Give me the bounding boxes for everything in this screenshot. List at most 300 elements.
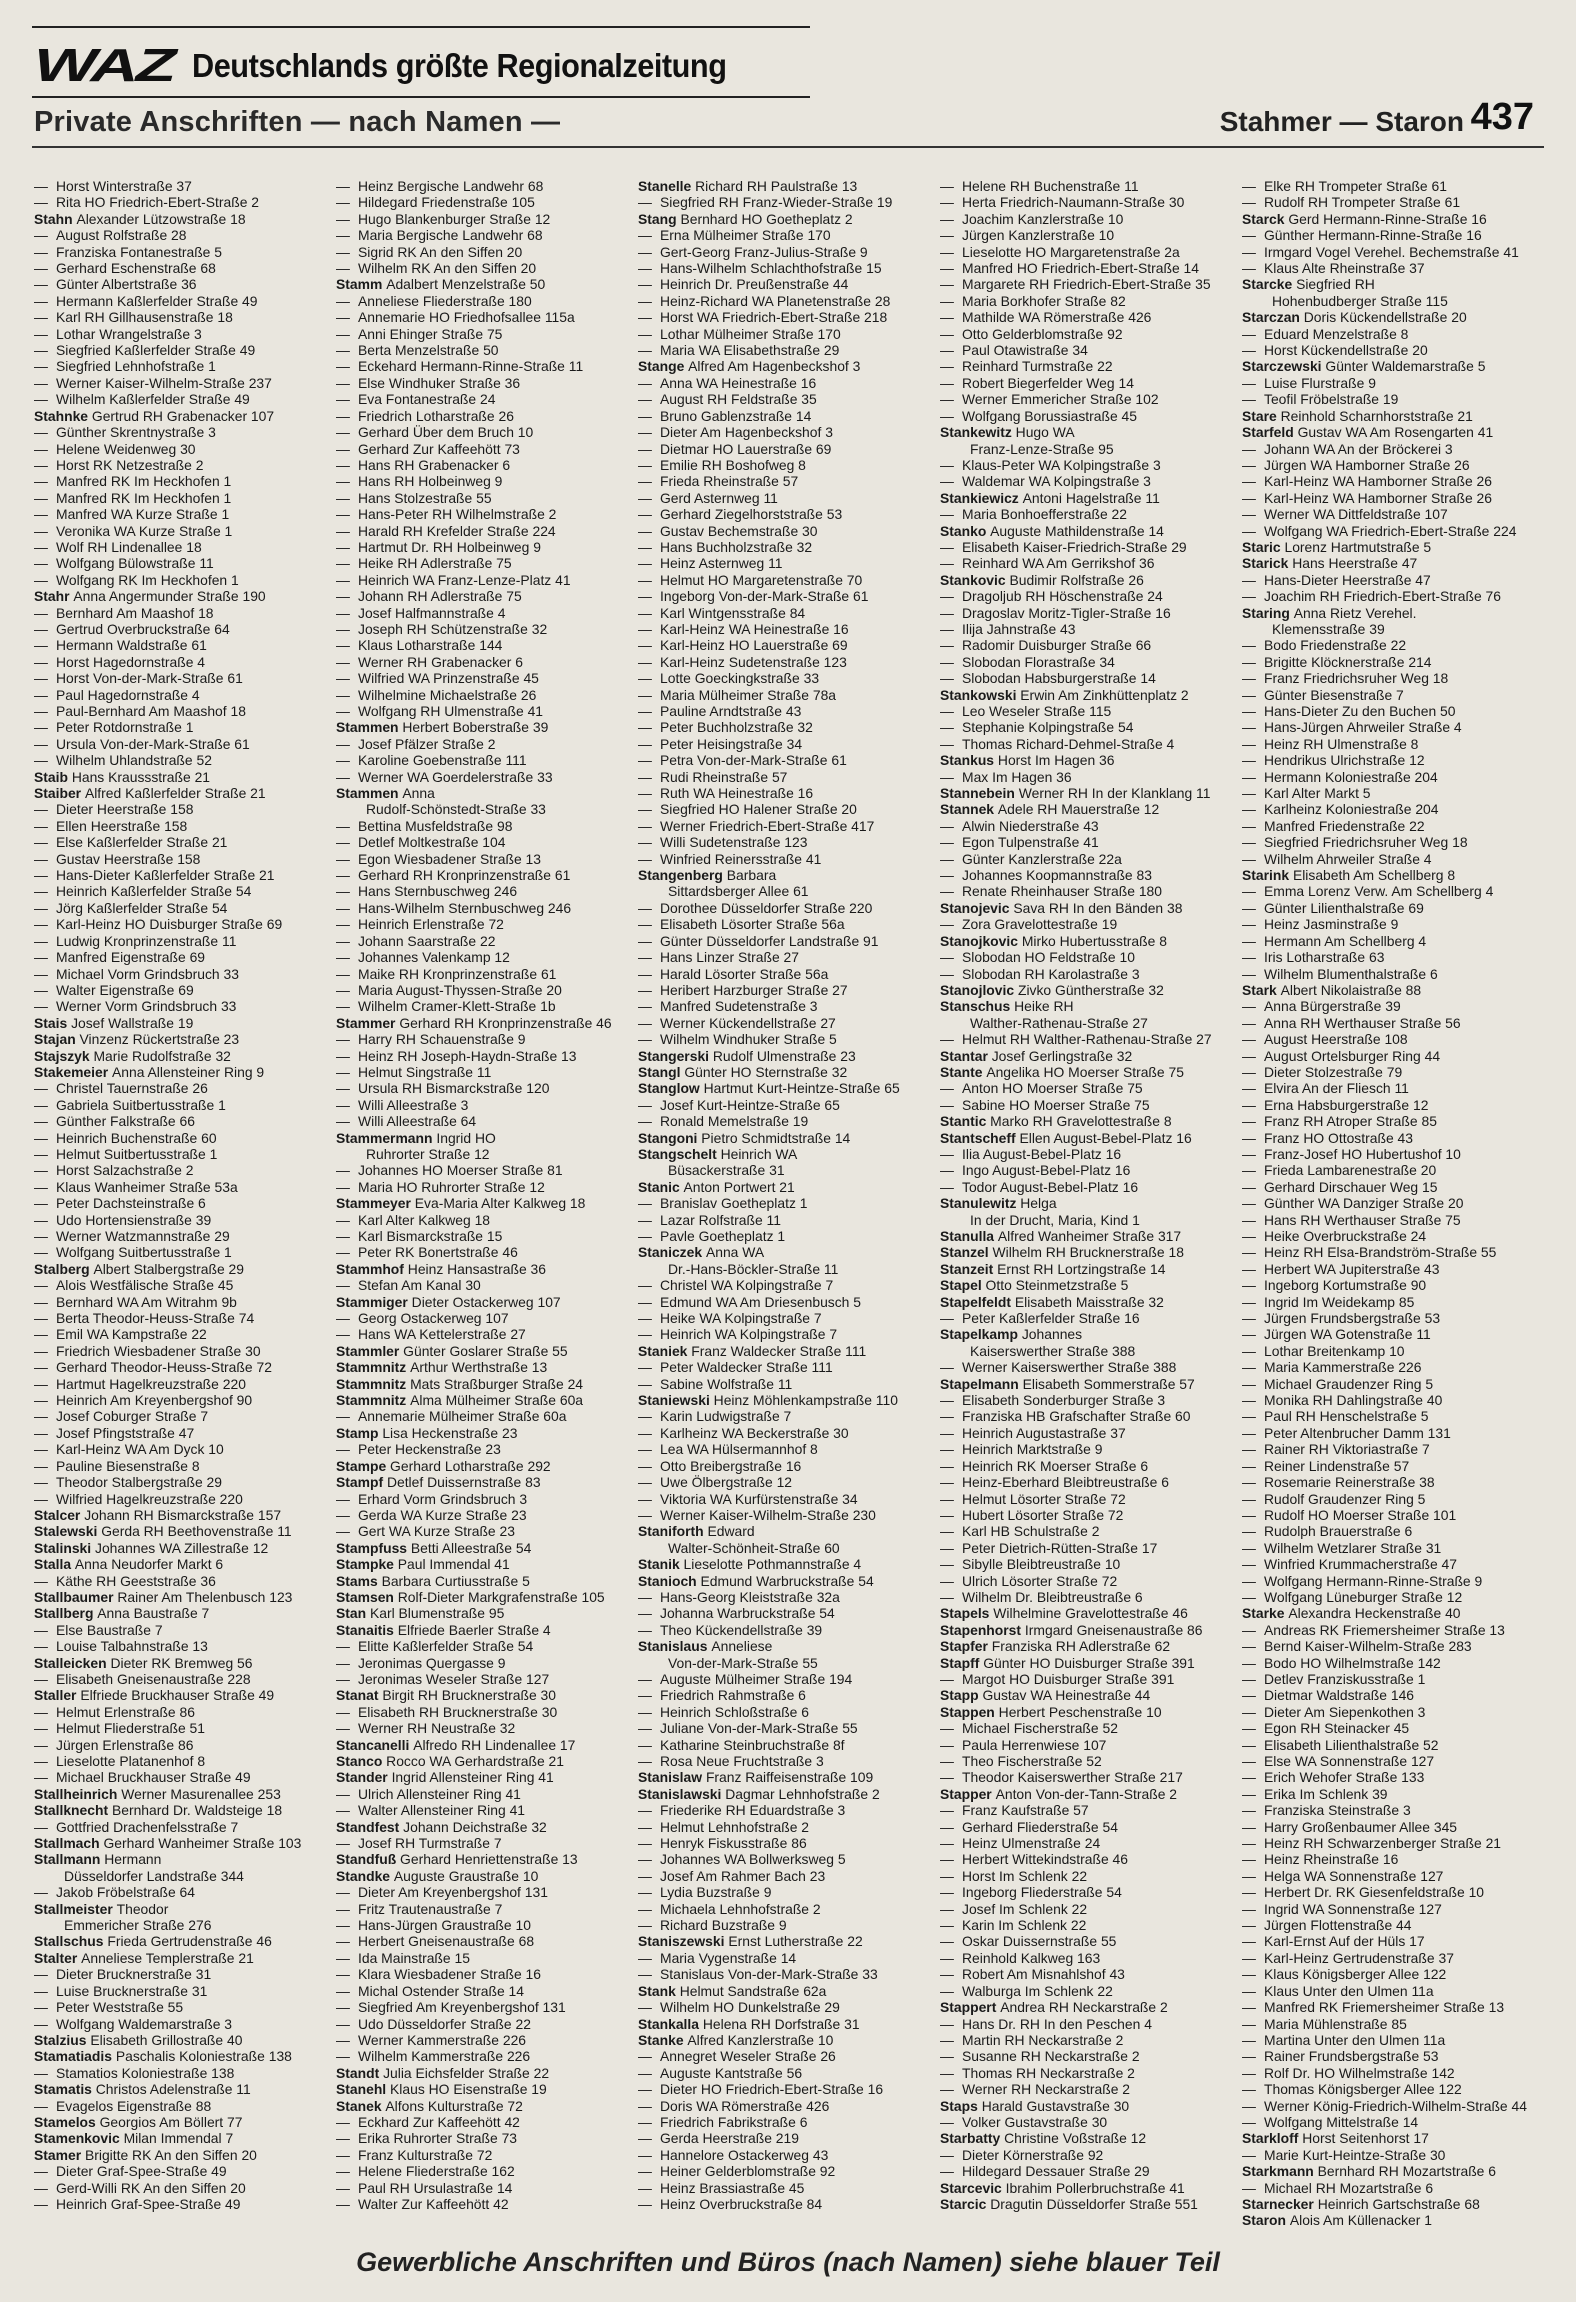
- listing-entry: [34, 375, 336, 391]
- listing-entry: [34, 1343, 336, 1359]
- listing-entry: [34, 966, 336, 982]
- surname: Stammiger: [336, 1293, 412, 1310]
- repeat-dash: —: [336, 1949, 350, 1966]
- entry-text: Siegfried RH Franz-Wieder-Straße 19: [660, 194, 893, 211]
- listing-entry: [34, 818, 336, 834]
- repeat-dash: —: [336, 1310, 350, 1327]
- listing-entry: [34, 539, 336, 555]
- repeat-dash: —: [940, 358, 954, 375]
- repeat-dash: —: [1242, 1293, 1256, 1310]
- repeat-dash: —: [34, 456, 48, 473]
- entry-text: Klaus-Peter WA Kolpingstraße 3: [962, 456, 1161, 473]
- listing-entry: [336, 2081, 638, 2097]
- listing-entry: [1242, 752, 1544, 768]
- repeat-dash: —: [940, 735, 954, 752]
- entry-text: Lothar Mülheimer Straße 170: [660, 325, 841, 342]
- listing-entry: [336, 2016, 638, 2032]
- surname: Staps: [940, 2097, 982, 2114]
- masthead: [34, 40, 767, 90]
- entry-text: Pauline Biesenstraße 8: [56, 1457, 200, 1474]
- entry-text: Irmgard Vogel Verehel. Bechemstraße 41: [1264, 243, 1519, 260]
- repeat-dash: —: [34, 1572, 48, 1589]
- entry-text: Michael Graudenzer Ring 5: [1264, 1375, 1434, 1392]
- entry-text: Elisabeth Grillostraße 40: [90, 2031, 243, 2048]
- listing-entry: [336, 211, 638, 227]
- entry-text: Siegfried HO Halener Straße 20: [660, 801, 857, 818]
- repeat-dash: —: [336, 867, 350, 884]
- repeat-dash: —: [638, 538, 652, 555]
- listing-entry: [638, 1392, 940, 1408]
- repeat-dash: —: [1242, 637, 1256, 654]
- listing-entry: [1242, 1753, 1544, 1769]
- listing-entry: [638, 1851, 940, 1867]
- repeat-dash: —: [940, 1736, 954, 1753]
- listing-entry: [34, 1983, 336, 1999]
- entry-text: Jürgen Kanzlerstraße 10: [962, 227, 1115, 244]
- listing-entry: [940, 687, 1242, 703]
- repeat-dash: —: [1242, 489, 1256, 506]
- listing-entry: [336, 1622, 638, 1638]
- repeat-dash: —: [1242, 1326, 1256, 1343]
- listing-entry: [940, 424, 1242, 440]
- entry-text: Wolf RH Lindenallee 18: [56, 538, 202, 555]
- repeat-dash: —: [336, 653, 350, 670]
- repeat-dash: —: [336, 1966, 350, 1983]
- entry-text: Bernhard Dr. Waldsteige 18: [111, 1802, 283, 1819]
- entry-text: Werner Kaiser-Wilhelm-Straße 237: [56, 374, 272, 391]
- listing-entry: [1242, 867, 1544, 883]
- entry-text: Mathilde WA Römerstraße 426: [962, 309, 1152, 326]
- surname: Stapelkamp: [940, 1326, 1022, 1343]
- entry-text: Karl-Heinz Sudetenstraße 123: [660, 653, 847, 670]
- entry-text: Hermann: [104, 1851, 162, 1868]
- surname: Stammnitz: [336, 1392, 411, 1409]
- repeat-dash: —: [638, 1884, 652, 1901]
- repeat-dash: —: [638, 801, 652, 818]
- repeat-dash: —: [940, 1588, 954, 1605]
- surname: Stalcer: [34, 1506, 85, 1523]
- repeat-dash: —: [1242, 1490, 1256, 1507]
- surname: Stapel: [940, 1277, 986, 1294]
- entry-text: Anna WA Heinestraße 16: [660, 374, 817, 391]
- entry-text: Christel WA Kolpingstraße 7: [660, 1277, 834, 1294]
- listing-entry: [1242, 1589, 1544, 1605]
- listing-entry: [1242, 2032, 1544, 2048]
- surname: Stantar: [940, 1047, 992, 1064]
- entry-text: Detlef Duissernstraße 83: [386, 1474, 541, 1491]
- entry-text: Thomas Richard-Dehmel-Straße 4: [962, 735, 1175, 752]
- entry-text: Ruhrorter Straße 12: [366, 1145, 490, 1162]
- surname: Stapelfeldt: [940, 1293, 1015, 1310]
- repeat-dash: —: [940, 1441, 954, 1458]
- listing-entry: [336, 2098, 638, 2114]
- repeat-dash: —: [336, 588, 350, 605]
- listing-entry: [34, 2098, 336, 2114]
- entry-text: Richard Buzstraße 9: [660, 1917, 787, 1934]
- entry-text: Heinrich WA: [720, 1145, 798, 1162]
- repeat-dash: —: [336, 834, 350, 851]
- entry-text: Helmut Fliederstraße 51: [56, 1720, 205, 1737]
- entry-text: Josef Kurt-Heintze-Straße 65: [660, 1096, 840, 1113]
- surname: Stanschus: [940, 998, 1015, 1015]
- listing-entry: [638, 1146, 940, 1162]
- repeat-dash: —: [34, 506, 48, 523]
- listing-entry: [940, 1064, 1242, 1080]
- entry-text: Harald Lösorter Straße 56a: [660, 965, 829, 982]
- entry-text: Hans WA Kettelerstraße 27: [358, 1326, 526, 1343]
- listing-entry: [638, 1425, 940, 1441]
- repeat-dash: —: [1242, 1720, 1256, 1737]
- listing-entry: [336, 1769, 638, 1785]
- surname: Stalleicken: [34, 1654, 111, 1671]
- repeat-dash: —: [638, 916, 652, 933]
- listing-entry: [336, 654, 638, 670]
- listing-entry: [336, 982, 638, 998]
- repeat-dash: —: [1242, 1753, 1256, 1769]
- repeat-dash: —: [336, 440, 350, 457]
- listing-entry: [638, 1048, 940, 1064]
- listing-entry: [34, 211, 336, 227]
- listing-entry: [940, 1310, 1242, 1326]
- entry-text: Katharine Steinbruchstraße 8f: [660, 1736, 845, 1753]
- surname: Stamelos: [34, 2113, 100, 2130]
- entry-text: Klemensstraße 39: [1272, 620, 1385, 637]
- surname: Stan: [336, 1605, 370, 1622]
- entry-text: Helmut HO Margaretenstraße 70: [660, 571, 863, 588]
- repeat-dash: —: [638, 194, 652, 211]
- entry-text: Günther Skrentnystraße 3: [56, 424, 216, 441]
- repeat-dash: —: [638, 735, 652, 752]
- listing-entry: [940, 703, 1242, 719]
- listing-entry: [940, 1392, 1242, 1408]
- entry-text: Thomas Königsberger Allee 122: [1264, 2081, 1462, 2098]
- entry-text: Hans Stolzestraße 55: [358, 489, 492, 506]
- repeat-dash: —: [638, 1818, 652, 1835]
- entry-text: Karlheinz Koloniestraße 204: [1264, 801, 1439, 818]
- entry-text: Johannes Valenkamp 12: [358, 949, 510, 966]
- entry-text: Todor August-Bebel-Platz 16: [962, 1178, 1139, 1195]
- surname: Stammeyer: [336, 1195, 415, 1212]
- listing-entry: [336, 1048, 638, 1064]
- listing-entry: [1242, 1261, 1544, 1277]
- repeat-dash: —: [34, 489, 48, 506]
- repeat-dash: —: [940, 1851, 954, 1868]
- repeat-dash: —: [940, 1096, 954, 1113]
- listing-entry: [1242, 1130, 1544, 1146]
- listing-entry: [336, 1408, 638, 1424]
- listing-entry: [1242, 1425, 1544, 1441]
- repeat-dash: —: [34, 309, 48, 326]
- listing-entry: [336, 1523, 638, 1539]
- repeat-dash: —: [1242, 1014, 1256, 1031]
- listing-entry: [638, 1064, 940, 1080]
- listing-entry: [1242, 1212, 1544, 1228]
- surname: Staiber: [34, 785, 85, 802]
- listing-entry: [638, 1737, 940, 1753]
- entry-text: Gerhard Fliederstraße 54: [962, 1818, 1118, 1835]
- repeat-dash: —: [940, 2146, 954, 2163]
- repeat-dash: —: [1242, 1129, 1256, 1146]
- listing-entry: [940, 1228, 1242, 1244]
- listing-entry: [638, 1753, 940, 1769]
- entry-text: Manfred Sudetenstraße 3: [660, 998, 818, 1015]
- entry-text: Vinzenz Rückertstraße 23: [79, 1031, 240, 1048]
- repeat-dash: —: [34, 391, 48, 408]
- repeat-dash: —: [638, 1703, 652, 1720]
- listing-entry: [638, 1605, 940, 1621]
- repeat-dash: —: [336, 1703, 350, 1720]
- entry-text: Hans-Wilhelm Schlachthofstraße 15: [660, 260, 882, 277]
- listing-entry: [1242, 1704, 1544, 1720]
- entry-text: Anton HO Moerser Straße 75: [962, 1080, 1143, 1097]
- listing-entry: [336, 2130, 638, 2146]
- listing-entry: [1242, 1179, 1544, 1195]
- entry-text: Herta Friedrich-Naumann-Straße 30: [962, 194, 1185, 211]
- entry-text: Gerd-Willi RK An den Siffen 20: [56, 2179, 246, 2196]
- listing-entry: [34, 1376, 336, 1392]
- surname: Stannek: [940, 801, 998, 818]
- listing-entry: [34, 1835, 336, 1851]
- listing-entry: [34, 637, 336, 653]
- entry-text: Dieter HO Friedrich-Ebert-Straße 16: [660, 2081, 884, 2098]
- surname: Stahr: [34, 588, 74, 605]
- entry-text: Franz RH Atroper Straße 85: [1264, 1113, 1437, 1130]
- listing-entry: [1242, 1294, 1544, 1310]
- entry-text: Herbert Gneisenaustraße 68: [358, 1933, 535, 1950]
- repeat-dash: —: [1242, 194, 1256, 211]
- entry-text: Erna Mülheimer Straße 170: [660, 227, 831, 244]
- entry-text: Rudolf Graudenzer Ring 5: [1264, 1490, 1426, 1507]
- surname: Stanek: [336, 2097, 386, 2114]
- surname: Stammer: [336, 1014, 400, 1031]
- surname: Stanojevic: [940, 899, 1014, 916]
- listing-entry: [336, 309, 638, 325]
- entry-text: Dorothee Düsseldorfer Straße 220: [660, 899, 873, 916]
- entry-text: Alfred Kanzlerstraße 10: [687, 2031, 834, 2048]
- entry-text: Hans RH Grabenacker 6: [358, 456, 511, 473]
- surname: Stappert: [940, 1999, 1001, 2016]
- surname: Stanaitis: [336, 1621, 398, 1638]
- repeat-dash: —: [638, 2064, 652, 2081]
- entry-text: Emma Lorenz Verw. Am Schellberg 4: [1264, 883, 1494, 900]
- entry-text: Else Windhuker Straße 36: [358, 374, 521, 391]
- entry-text: Wilfried WA Prinzenstraße 45: [358, 670, 539, 687]
- surname: Stalewski: [34, 1523, 102, 1540]
- entry-text: Sava RH In den Bänden 38: [1013, 899, 1183, 916]
- entry-text: Hans Linzer Straße 27: [660, 949, 799, 966]
- listing-entry: [336, 1392, 638, 1408]
- surname: Stamm: [336, 276, 387, 293]
- listing-entry: [638, 523, 940, 539]
- surname: Starfeld: [1242, 424, 1298, 441]
- repeat-dash: —: [638, 292, 652, 309]
- entry-text: Zora Gravelottestraße 19: [962, 916, 1118, 933]
- entry-text: Lazar Rolfstraße 11: [660, 1211, 781, 1228]
- repeat-dash: —: [940, 1408, 954, 1425]
- entry-text: Johannes WA Zillestraße 12: [95, 1539, 269, 1556]
- entry-text: Adele RH Mauerstraße 12: [997, 801, 1160, 818]
- entry-text: Iris Lotharstraße 63: [1264, 949, 1385, 966]
- listing-entry: [336, 1195, 638, 1211]
- entry-text: Elisabeth Sonderburger Straße 3: [962, 1392, 1166, 1409]
- entry-text: Bruno Gablenzstraße 14: [660, 407, 812, 424]
- entry-text: Heinrich Gartschstraße 68: [1317, 2195, 1480, 2212]
- entry-text: Rolf-Dieter Markgrafenstraße 105: [397, 1588, 605, 1605]
- repeat-dash: —: [34, 292, 48, 309]
- listing-entry: [940, 1622, 1242, 1638]
- repeat-dash: —: [336, 686, 350, 703]
- repeat-dash: —: [336, 456, 350, 473]
- listing-entry: [638, 457, 940, 473]
- entry-text: Helmut Lehnhofstraße 2: [660, 1818, 810, 1835]
- repeat-dash: —: [34, 1145, 48, 1162]
- entry-text: Uwe Ölbergstraße 12: [660, 1474, 793, 1491]
- repeat-dash: —: [638, 1277, 652, 1294]
- entry-text: Bernd Kaiser-Wilhelm-Straße 283: [1264, 1638, 1472, 1655]
- repeat-dash: —: [336, 1523, 350, 1540]
- repeat-dash: —: [34, 1342, 48, 1359]
- repeat-dash: —: [940, 1310, 954, 1327]
- listing-entry: [1242, 178, 1544, 194]
- surname: Stanat: [336, 1687, 383, 1704]
- repeat-dash: —: [638, 899, 652, 916]
- entry-text: Dieter Körnerstraße 92: [962, 2146, 1104, 2163]
- listing-entry: [638, 1540, 940, 1556]
- listing-entry: [34, 1048, 336, 1064]
- listing-entry: [336, 2196, 638, 2212]
- listing-entry: [940, 1048, 1242, 1064]
- listing-entry: [638, 2180, 940, 2196]
- repeat-dash: —: [1242, 522, 1256, 539]
- entry-text: Hildegard Friedenstraße 105: [358, 194, 535, 211]
- entry-text: Alois Westfälische Straße 45: [56, 1277, 234, 1294]
- listing-entry: [34, 1933, 336, 1949]
- entry-text: Heinz Rheinstraße 16: [1264, 1851, 1399, 1868]
- listing-entry: [34, 309, 336, 325]
- surname: Stamatis: [34, 2081, 96, 2098]
- listing-entry: [336, 1737, 638, 1753]
- entry-text: Werner Kaiserswerther Straße 388: [962, 1359, 1177, 1376]
- listing-entry: [638, 883, 940, 899]
- listing-entry: [336, 441, 638, 457]
- entry-text: Franz Kaufstraße 57: [962, 1802, 1089, 1819]
- listing-entry: [336, 326, 638, 342]
- surname: Starczewski: [1242, 358, 1326, 375]
- entry-text: Robert Am Misnahlshof 43: [962, 1966, 1125, 1983]
- repeat-dash: —: [34, 916, 48, 933]
- listing-entry: [940, 1917, 1242, 1933]
- listing-entry: [336, 1933, 638, 1949]
- entry-text: Horst Seitenhorst 17: [1302, 2130, 1429, 2147]
- entry-text: Elfriede Bruckhauser Straße 49: [80, 1687, 275, 1704]
- listing-entry: [336, 244, 638, 260]
- repeat-dash: —: [34, 670, 48, 687]
- entry-text: Dieter Am Siepenkothen 3: [1264, 1703, 1426, 1720]
- listing-entry: [34, 1802, 336, 1818]
- repeat-dash: —: [336, 309, 350, 326]
- listing-entry: [336, 1638, 638, 1654]
- entry-text: August RH Feldstraße 35: [660, 391, 817, 408]
- entry-text: Arthur Werthstraße 13: [410, 1359, 548, 1376]
- listing-entry: [638, 293, 940, 309]
- listing-entry: [1242, 358, 1544, 374]
- listing-entry: [336, 375, 638, 391]
- entry-text: Friedrich Lotharstraße 26: [358, 407, 514, 424]
- listing-entry: [34, 605, 336, 621]
- listing-entry: [336, 2065, 638, 2081]
- entry-text: Johannes: [1021, 1326, 1083, 1343]
- listing-entry: [638, 1031, 940, 1047]
- listing-entry: [638, 637, 940, 653]
- entry-text: Helga: [1020, 1195, 1057, 1212]
- surname: Starink: [1242, 867, 1293, 884]
- repeat-dash: —: [940, 1080, 954, 1097]
- repeat-dash: —: [1242, 2097, 1256, 2114]
- entry-text: Karl-Heinz WA Am Dyck 10: [56, 1441, 224, 1458]
- listing-entry: [638, 391, 940, 407]
- listing-entry: [940, 933, 1242, 949]
- repeat-dash: —: [940, 817, 954, 834]
- repeat-dash: —: [940, 1966, 954, 1983]
- surname: Stanzeit: [940, 1260, 998, 1277]
- entry-text: Horst Winterstraße 37: [56, 178, 192, 194]
- repeat-dash: —: [34, 998, 48, 1015]
- surname: Stanelle: [638, 178, 696, 194]
- repeat-dash: —: [638, 391, 652, 408]
- entry-text: Anni Ehinger Straße 75: [358, 325, 503, 342]
- entry-text: Maria Bonhoefferstraße 22: [962, 506, 1127, 523]
- entry-text: Eckhard Zur Kaffeehött 42: [358, 2113, 520, 2130]
- entry-text: Heike Overbruckstraße 24: [1264, 1228, 1427, 1244]
- listing-entry: [638, 260, 940, 276]
- repeat-dash: —: [638, 965, 652, 982]
- listing-entry: [1242, 244, 1544, 260]
- listing-entry: [940, 2081, 1242, 2097]
- repeat-dash: —: [940, 1867, 954, 1884]
- entry-text: Helmut Singstraße 11: [358, 1063, 492, 1080]
- listing-entry: [940, 2016, 1242, 2032]
- surname: Stanzel: [940, 1244, 993, 1261]
- repeat-dash: —: [1242, 260, 1256, 277]
- listing-entry: [336, 1162, 638, 1178]
- repeat-dash: —: [1242, 391, 1256, 408]
- repeat-dash: —: [336, 1063, 350, 1080]
- surname: Staniszewski: [638, 1933, 729, 1950]
- listing-entry: [638, 785, 940, 801]
- listing-entry: [34, 1589, 336, 1605]
- listing-entry: [638, 424, 940, 440]
- listing-entry: [1242, 408, 1544, 424]
- repeat-dash: —: [1242, 1080, 1256, 1097]
- repeat-dash: —: [638, 1359, 652, 1376]
- entry-text: Martin RH Neckarstraße 2: [962, 2031, 1124, 2048]
- repeat-dash: —: [940, 588, 954, 605]
- repeat-dash: —: [1242, 1457, 1256, 1474]
- repeat-dash: —: [34, 1753, 48, 1769]
- entry-text: Wilhelmine Michaelstraße 26: [358, 686, 537, 703]
- entry-text: Thomas RH Neckarstraße 2: [962, 2064, 1135, 2081]
- repeat-dash: —: [336, 1785, 350, 1802]
- listing-entry: [34, 1507, 336, 1523]
- repeat-dash: —: [1242, 1785, 1256, 1802]
- surname: Stanik: [638, 1556, 684, 1573]
- listing-entry: [1242, 326, 1544, 342]
- repeat-dash: —: [940, 2048, 954, 2065]
- listing-entry: [638, 1786, 940, 1802]
- entry-text: Gerhard Eschenstraße 68: [56, 260, 216, 277]
- entry-text: Ingrid Im Weidekamp 85: [1264, 1293, 1415, 1310]
- entry-text: Ulrich Allensteiner Ring 41: [358, 1785, 521, 1802]
